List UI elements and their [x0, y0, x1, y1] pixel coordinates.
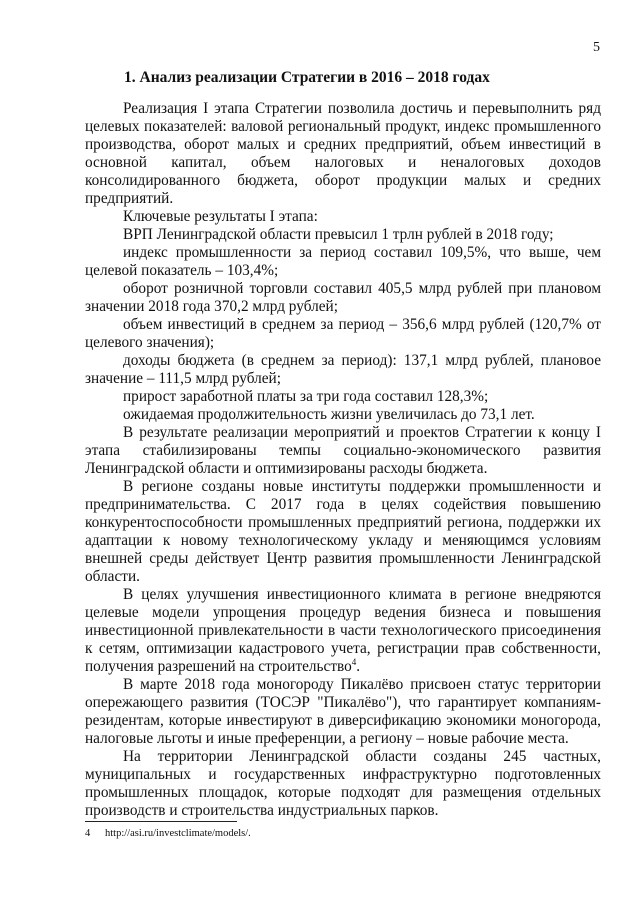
footnote	[85, 828, 251, 839]
paragraph: объем инвестиций в среднем за период – 356,6 млрд рублей (120,7% от целевого значения);	[85, 316, 601, 351]
paragraph: ВРП Ленинградской области превысил 1 трлн рублей в 2018 году;	[123, 226, 554, 243]
paragraph: ожидаемая продолжительность жизни увеличилась до 73,1 лет.	[123, 406, 535, 423]
paragraph: На территории Ленинградской области созданы 245 частных, муниципальных и государственных инфраструктурно подготовленных промышленных площадок, которые подходят для размещения отдельных производств и строительства индустриальных парков.	[85, 748, 601, 819]
paragraph-end: .	[356, 658, 361, 675]
paragraph: индекс промышленности за период составил 109,5%, что выше, чем целевой показатель – 103,4%;	[85, 244, 601, 279]
paragraph: доходы бюджета (в среднем за период): 137,1 млрд рублей, плановое значение – 111,5 млрд рублей;	[85, 352, 601, 387]
paragraph: В марте 2018 года моногороду Пикалёво присвоен статус территории опережающего развития (ТОСЭР "Пикалёво"), что гарантирует компаниям-резидентам, которые инвестируют в диверсификацию экономики моногорода, налоговые льготы и иные преференции, а региону – новые рабочие места.	[85, 676, 601, 747]
paragraph-text: В целях улучшения инвестиционного климата в регионе внедряются целевые модели упрощения процедур ведения бизнеса и повышения инвестиционной привлекательности в части технологического присоединения к сетям, оптимизации кадастрового учета, регистрации прав собственности, получения разрешений на строительство	[85, 586, 601, 675]
paragraph: В регионе созданы новые институты поддержки промышленности и предпринимательства. С 2017 года в целях содействия повышению конкурентоспособности промышленных предприятий региона, поддержки их адаптации к новому технологическому укладу и меняющимся условиям внешней среды действует Центр развития промышленности Ленинградской области.	[85, 478, 601, 585]
footnote-number: 4	[85, 828, 91, 839]
body-text	[85, 100, 601, 820]
footnote-divider	[85, 821, 237, 822]
paragraph: Ключевые результаты I этапа:	[123, 208, 318, 225]
section-title: 1. Анализ реализации Стратегии в 2016 – 2018 годах	[124, 69, 490, 86]
paragraph-with-footnote	[85, 586, 601, 676]
paragraph: оборот розничной торговли составил 405,5 млрд рублей при плановом значении 2018 года 370,2 млрд рублей;	[85, 280, 601, 315]
footnote-reference: 4	[351, 656, 357, 667]
paragraph: прирост заработной платы за три года составил 128,3%;	[123, 388, 489, 405]
paragraph: Реализация I этапа Стратегии позволила достичь и перевыполнить ряд целевых показателей: валовой региональный продукт, индекс промышленного производства, оборот малых и средних предприятий, объем инвестиций в основной капитал, объем налоговых и неналоговых доходов консолидированного бюджета, оборот продукции малых и средних предприятий.	[85, 100, 601, 207]
footnote-link[interactable]: http://asi.ru/investclimate/models/.	[105, 828, 251, 839]
paragraph: В результате реализации мероприятий и проектов Стратегии к концу I этапа стабилизированы темпы социально-экономического развития Ленинградской области и оптимизированы расходы бюджета.	[85, 424, 601, 477]
page-number: 5	[593, 40, 600, 55]
